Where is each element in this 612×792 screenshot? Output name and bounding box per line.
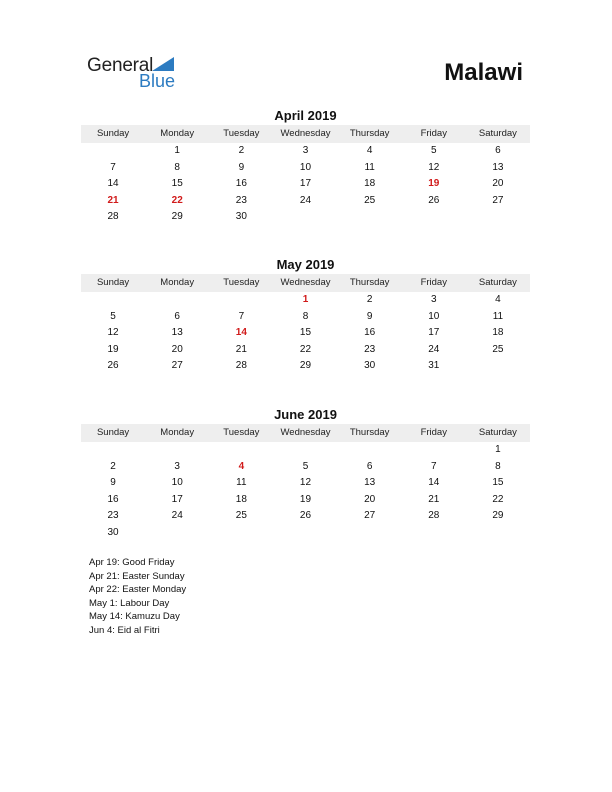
date-cell: 7 (238, 310, 245, 322)
date-cell: 27 (171, 360, 183, 371)
week-row (81, 325, 530, 342)
date-cell (402, 525, 466, 542)
date-cell: 8 (302, 310, 309, 322)
weekday-label: Wednesday (280, 277, 331, 288)
date-cell: 15 (299, 327, 312, 338)
weekday-label: Thursday (349, 128, 390, 139)
date-cell: 27 (492, 194, 504, 206)
date-cell: 29 (492, 510, 504, 521)
date-cell: 6 (495, 145, 501, 156)
date-cell: 28 (235, 360, 247, 371)
date-cell: 10 (428, 310, 440, 322)
date-cell: 20 (492, 178, 504, 189)
date-cell: 8 (174, 161, 180, 173)
date-cell: 30 (107, 526, 119, 538)
date-cell: 10 (299, 161, 312, 173)
holiday-note: Apr 19: Good Friday (89, 557, 175, 568)
date-cell (209, 442, 273, 459)
date-cell: 16 (364, 327, 376, 338)
week-row (81, 193, 530, 210)
date-cell (338, 209, 402, 226)
date-cell: 31 (428, 360, 440, 371)
date-cell: 20 (171, 343, 183, 355)
weekday-label: Saturday (478, 277, 517, 288)
date-cell: 19 (299, 493, 312, 505)
week-row (81, 292, 530, 309)
month-title: June 2019 (274, 407, 337, 422)
date-cell: 4 (495, 294, 501, 305)
date-cell: 12 (107, 327, 119, 338)
date-cell: 17 (428, 327, 440, 338)
date-cell: 7 (110, 161, 116, 173)
date-cell: 20 (364, 493, 376, 505)
weekday-label: Sunday (96, 277, 130, 288)
date-cell: 13 (492, 161, 504, 173)
weekday-header (81, 274, 530, 292)
month-calendar (81, 406, 530, 541)
weekday-label: Friday (420, 277, 447, 288)
week-row (81, 525, 530, 542)
date-cell: 19 (107, 343, 119, 355)
month-calendar (81, 256, 530, 375)
week-row (81, 309, 530, 326)
date-cell: 25 (364, 194, 376, 206)
date-cell: 6 (174, 310, 180, 322)
holiday-note: May 1: Labour Day (89, 597, 170, 609)
weekday-label: Wednesday (280, 427, 331, 438)
date-cell: 3 (174, 460, 180, 472)
holiday-note: Apr 22: Easter Monday (89, 584, 187, 596)
date-cell (273, 209, 337, 226)
month-title: May 2019 (276, 257, 335, 272)
weekday-label: Wednesday (280, 128, 331, 139)
date-cell: 1 (174, 145, 180, 156)
weekday-header (81, 125, 530, 143)
logo-triangle-icon (152, 57, 174, 71)
weekday-label: Sunday (96, 128, 130, 139)
weekday-label: Thursday (349, 427, 390, 438)
date-cell: 24 (428, 343, 440, 355)
date-cell (145, 292, 209, 309)
date-cell: 23 (235, 194, 247, 206)
date-cell: 11 (492, 310, 504, 322)
date-cell: 14 (428, 477, 440, 488)
date-cell: 18 (364, 178, 376, 189)
date-cell: 22 (299, 343, 312, 355)
date-cell: 11 (364, 161, 375, 173)
date-cell: 5 (430, 145, 437, 156)
date-cell: 5 (110, 310, 116, 322)
date-cell: 7 (430, 460, 437, 472)
date-cell: 30 (364, 360, 376, 371)
date-cell: 28 (107, 211, 119, 222)
date-cell: 6 (366, 460, 373, 472)
date-cell (209, 525, 273, 542)
date-cell: 12 (428, 161, 440, 173)
month-title: April 2019 (274, 108, 337, 123)
date-cell: 16 (235, 178, 247, 189)
date-cell: 10 (171, 477, 183, 488)
date-cell: 13 (364, 477, 376, 488)
weekday-label: Monday (160, 427, 195, 438)
date-cell: 4 (366, 145, 373, 156)
date-cell: 5 (302, 460, 309, 472)
date-cell: 2 (238, 145, 245, 156)
weekday-label: Tuesday (223, 128, 260, 139)
date-cell: 26 (107, 360, 119, 371)
date-cell: 22 (492, 493, 504, 505)
date-cell: 27 (364, 510, 376, 521)
week-row (81, 342, 530, 359)
date-cell: 26 (428, 194, 440, 206)
week-row (81, 176, 530, 193)
date-cell: 3 (430, 294, 437, 305)
date-cell: 25 (492, 343, 504, 355)
date-cell: 24 (171, 510, 183, 521)
holiday-note: Jun 4: Eid al Fitri (89, 624, 160, 636)
week-row (81, 358, 530, 375)
holiday-date-cell: 21 (107, 194, 119, 206)
holiday-note: May 14: Kamuzu Day (89, 611, 180, 623)
date-cell: 29 (299, 360, 312, 371)
brand-logo (87, 55, 187, 95)
week-row (81, 442, 530, 459)
holiday-note: Apr 21: Easter Sunday (89, 570, 185, 582)
date-cell (338, 442, 402, 459)
date-cell: 18 (235, 493, 247, 505)
date-cell: 29 (171, 211, 183, 222)
holiday-date-cell: 4 (238, 460, 245, 472)
date-cell: 18 (492, 327, 504, 338)
logo-blue-text: Blue (139, 71, 176, 91)
date-cell: 9 (110, 477, 116, 488)
weekday-label: Thursday (349, 277, 390, 288)
date-cell (273, 525, 337, 542)
date-cell: 25 (235, 510, 247, 521)
date-cell: 17 (171, 493, 183, 505)
weekday-label: Tuesday (223, 427, 260, 438)
week-row (81, 143, 530, 160)
holiday-date-cell: 19 (428, 178, 440, 189)
date-cell: 16 (107, 493, 119, 505)
date-cell (402, 442, 466, 459)
date-cell (466, 525, 530, 542)
date-cell: 21 (235, 343, 247, 355)
date-cell: 23 (364, 343, 376, 355)
week-row (81, 209, 530, 226)
date-cell: 13 (171, 327, 183, 338)
date-cell: 8 (495, 460, 501, 472)
date-cell: 9 (366, 310, 373, 322)
date-cell (338, 525, 402, 542)
week-row (81, 492, 530, 509)
date-cell: 30 (235, 211, 247, 222)
holiday-date-cell: 22 (171, 194, 183, 206)
date-cell: 2 (110, 460, 116, 472)
date-cell: 17 (299, 178, 312, 189)
week-row (81, 160, 530, 177)
logo-general-text: General (87, 55, 154, 76)
date-cell (402, 209, 466, 226)
date-cell: 3 (302, 145, 309, 156)
weekday-label: Sunday (96, 427, 130, 438)
date-cell: 24 (299, 194, 312, 206)
weekday-label: Monday (160, 128, 195, 139)
date-cell (145, 525, 209, 542)
date-cell (81, 143, 145, 160)
week-row (81, 475, 530, 492)
week-row (81, 459, 530, 476)
weekday-header (81, 424, 530, 442)
date-cell (145, 442, 209, 459)
date-cell (466, 209, 530, 226)
weekday-label: Friday (420, 128, 447, 139)
country-title: Malawi (444, 59, 523, 86)
date-cell: 1 (495, 444, 501, 455)
date-cell: 11 (236, 477, 247, 488)
date-cell (81, 292, 145, 309)
date-cell (209, 292, 273, 309)
holiday-notes (89, 556, 186, 638)
date-cell: 12 (299, 477, 312, 488)
date-cell (81, 442, 145, 459)
date-cell: 28 (428, 510, 440, 521)
date-cell (466, 358, 530, 375)
month-calendar (81, 107, 530, 226)
weekday-label: Saturday (478, 128, 517, 139)
date-cell: 23 (107, 510, 119, 521)
holiday-date-cell: 14 (235, 327, 247, 338)
weekday-label: Friday (420, 427, 447, 438)
date-cell: 14 (107, 178, 119, 189)
date-cell (273, 442, 337, 459)
date-cell: 15 (492, 477, 504, 488)
date-cell: 15 (171, 178, 183, 189)
holiday-date-cell: 1 (302, 294, 309, 305)
date-cell: 9 (238, 161, 245, 173)
date-cell: 26 (299, 510, 312, 521)
weekday-label: Saturday (478, 427, 517, 438)
weekday-label: Monday (160, 277, 195, 288)
date-cell: 2 (366, 294, 373, 305)
week-row (81, 508, 530, 525)
date-cell: 21 (428, 493, 440, 505)
weekday-label: Tuesday (223, 277, 260, 288)
